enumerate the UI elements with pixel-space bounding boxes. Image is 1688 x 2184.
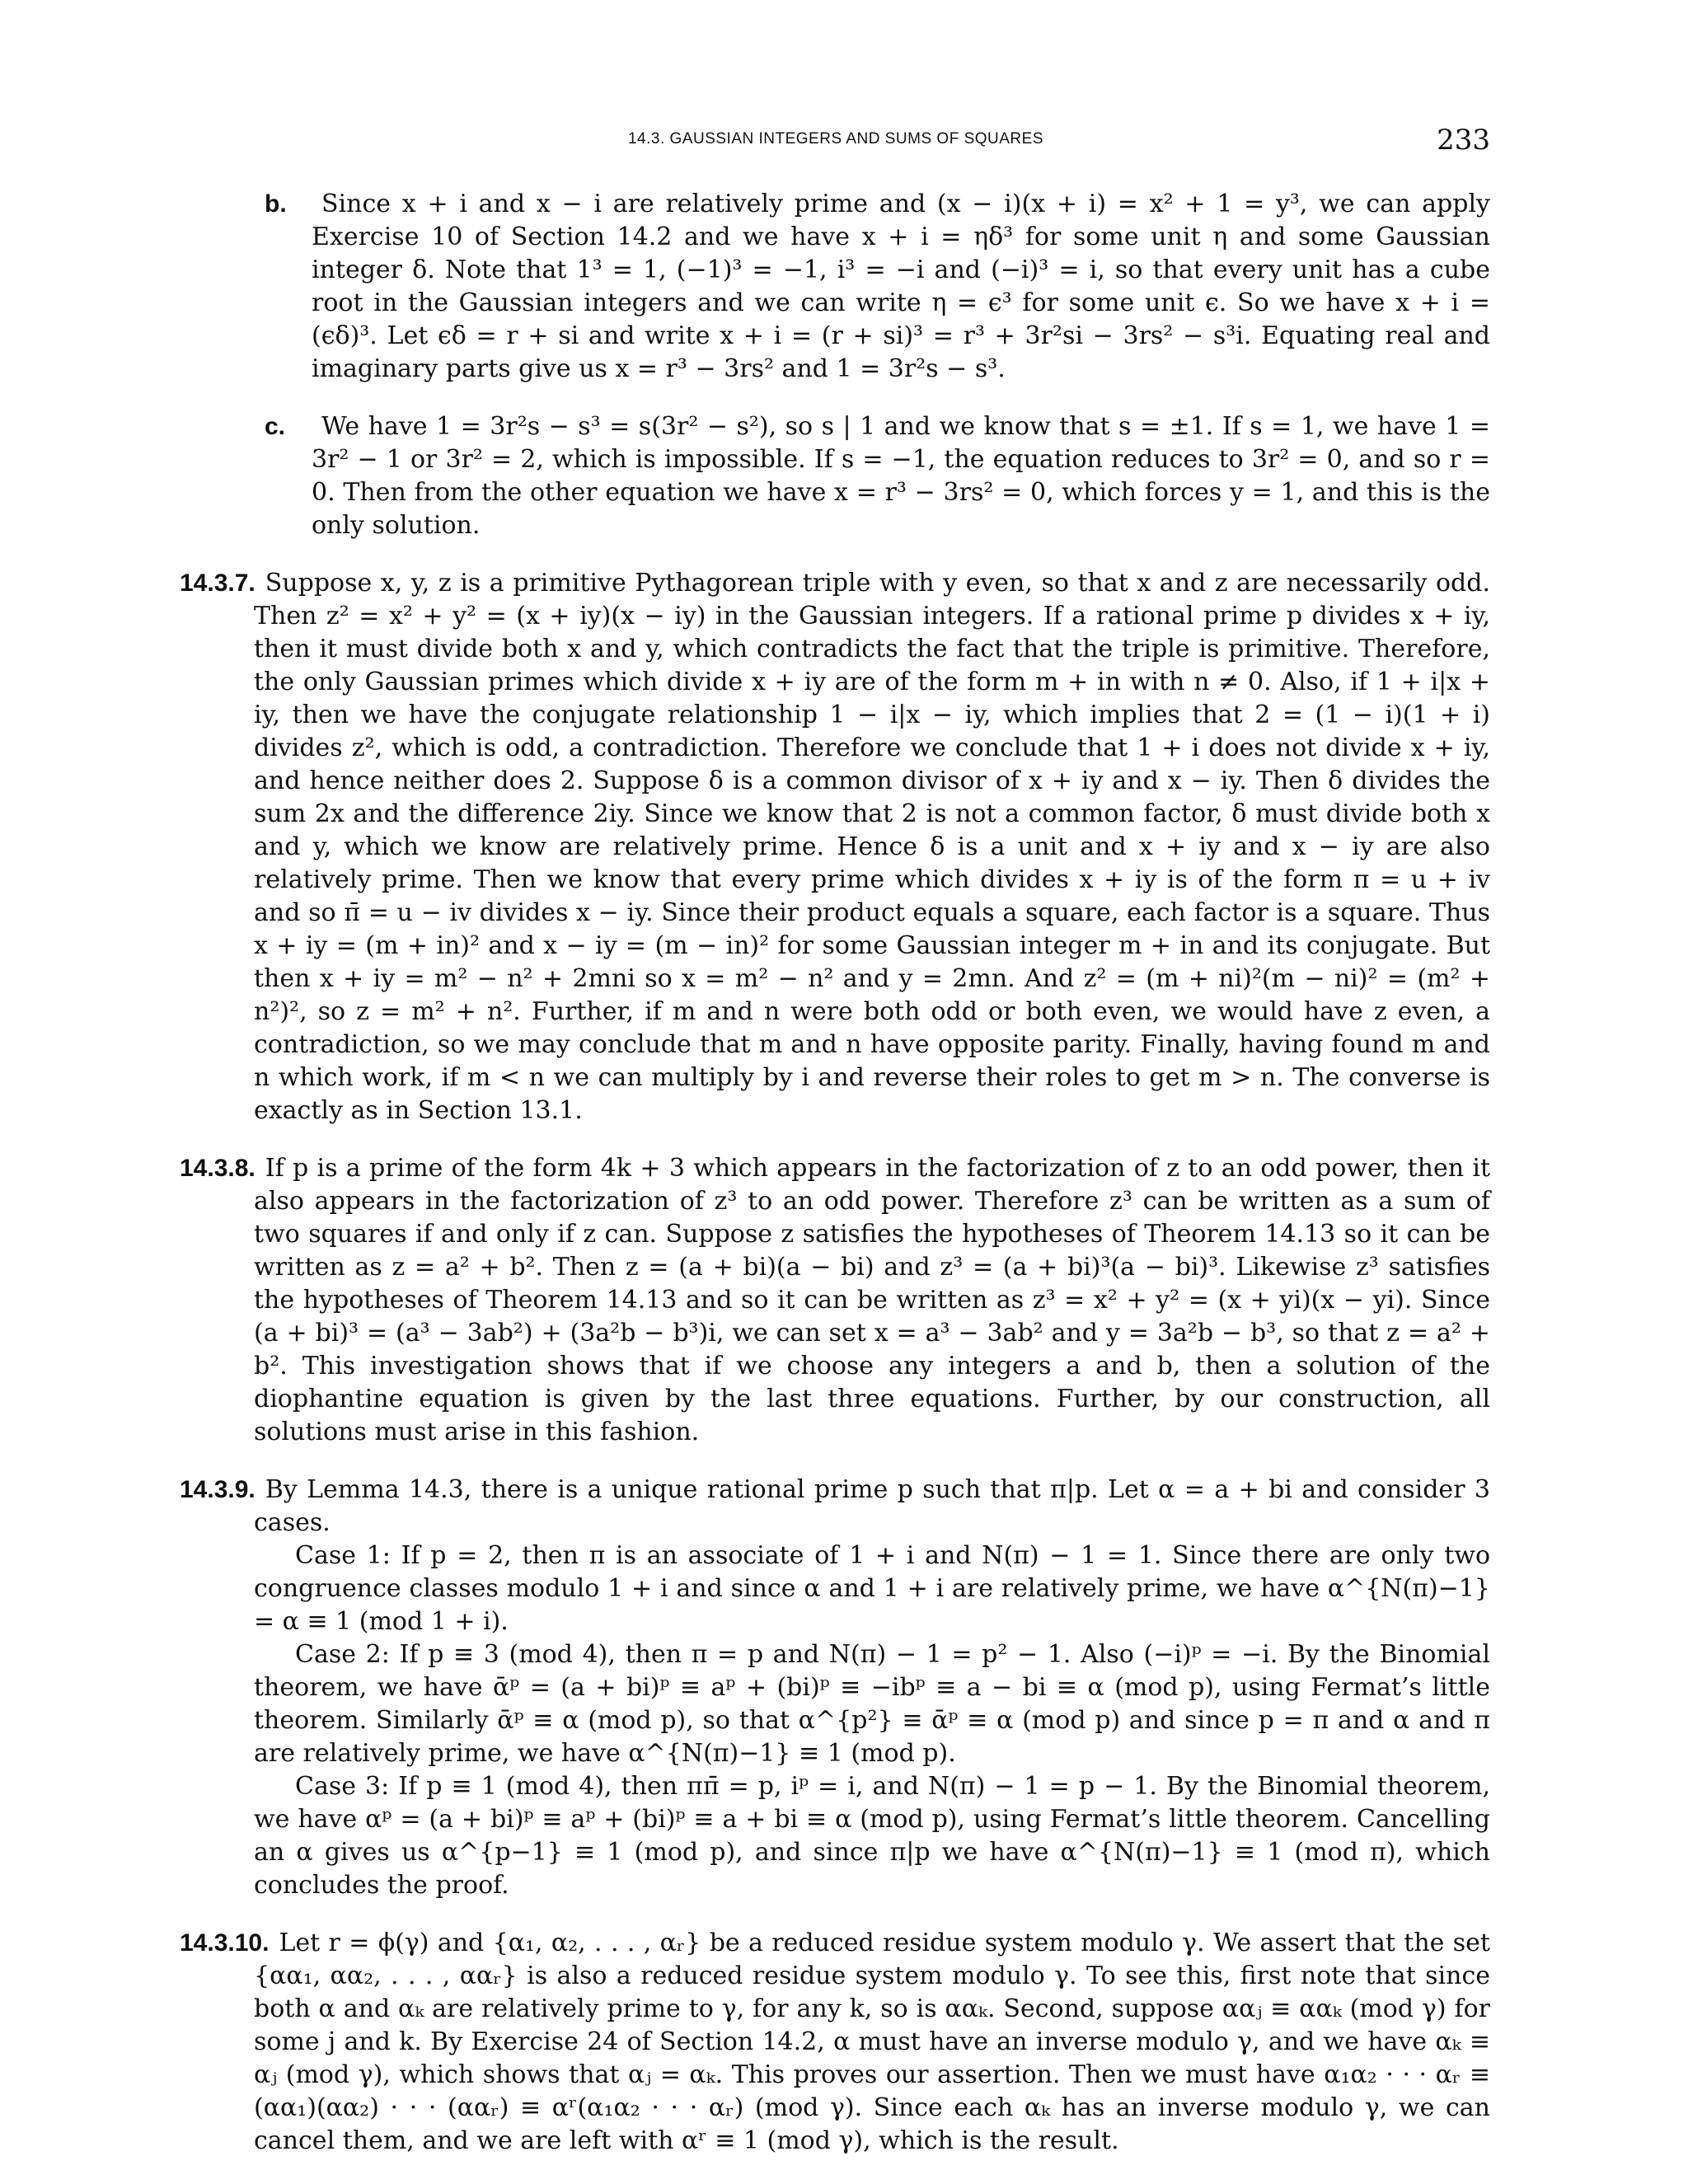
case-2: [254, 1638, 1490, 1770]
page-header: [181, 124, 1490, 165]
solution-part-b: [180, 188, 1490, 386]
case-text: Case 2: If p ≡ 3 (mod 4), then π = p and N(π) − 1 = p² − 1. Also (−i)ᵖ = −i. By the Binomial theorem, we have ᾱᵖ = (a + bi)ᵖ ≡ aᵖ + (bi)ᵖ ≡ −ibᵖ ≡ a − bi ≡ α (mod p), using Fermat’s little theorem. Similarly ᾱᵖ ≡ α (mod p), so that α^{p²} ≡ ᾱᵖ ≡ α (mod p) and since p = π and α and π are relatively prime, we have α^{N(π)−1} ≡ 1 (mod p).: [254, 1640, 1490, 1768]
exercise-14-3-7: [180, 567, 1490, 1127]
case-3: [254, 1770, 1490, 1902]
item-label: 14.3.9.: [180, 1476, 256, 1503]
exercise-14-3-10: [180, 1927, 1490, 2158]
case-text: Case 3: If p ≡ 1 (mod 4), then ππ̄ = p, iᵖ = i, and N(π) − 1 = p − 1. By the Binomial theorem, we have αᵖ = (a + bi)ᵖ ≡ aᵖ + (bi)ᵖ ≡ a + bi ≡ α (mod p), using Fermat’s little theorem. Cancelling an α gives us α^{p−1} ≡ 1 (mod p), and since π|p we have α^{N(π)−1} ≡ 1 (mod π), which concludes the proof.: [254, 1772, 1490, 1900]
page-body: [180, 188, 1490, 2182]
item-label: 14.3.10.: [180, 1929, 270, 1957]
item-text: If p is a prime of the form 4k + 3 which appears in the factorization of z to an odd power, then it also appears in the factorization of z³ to an odd power. Therefore z³ can be written as a sum of two squares if and only if z can. Suppose z satisfies the hypotheses of Theorem 14.13 so it can be written as z = a² + b². Then z = (a + bi)(a − bi) and z³ = (a + bi)³(a − bi)³. Likewise z³ satisfies the hypotheses of Theorem 14.13 and so it can be written as z³ = x² + y² = (x + yi)(x − yi). Since (a + bi)³ = (a³ − 3ab²) + (3a²b − b³)i, we can set x = a³ − 3ab² and y = 3a²b − b³, so that z = a² + b². This investigation shows that if we choose any integers a and b, then a solution of the diophantine equation is given by the last three equations. Further, by our construction, all solutions must arise in this fashion.: [254, 1154, 1490, 1446]
exercise-14-3-8: [180, 1152, 1490, 1449]
item-label: 14.3.8.: [180, 1155, 256, 1182]
item-text: Let r = ϕ(γ) and {α₁, α₂, . . . , αᵣ} be a reduced residue system modulo γ. We assert that the set {αα₁, αα₂, . . . , ααᵣ} is also a reduced residue system modulo γ. To see this, first note that since both α and αₖ are relatively prime to γ, for any k, so is ααₖ. Second, suppose ααⱼ ≡ ααₖ (mod γ) for some j and k. By Exercise 24 of Section 14.2, α must have an inverse modulo γ, and we have αₖ ≡ αⱼ (mod γ), which shows that αⱼ = αₖ. This proves our assertion. Then we must have α₁α₂ · · · αᵣ ≡ (αα₁)(αα₂) · · · (ααᵣ) ≡ αʳ(α₁α₂ · · · αᵣ) (mod γ). Since each αₖ has an inverse modulo γ, we can cancel them, and we are left with αʳ ≡ 1 (mod γ), which is the result.: [254, 1929, 1490, 2155]
item-text: Suppose x, y, z is a primitive Pythagorean triple with y even, so that x and z are necessarily odd. Then z² = x² + y² = (x + iy)(x − iy) in the Gaussian integers. If a rational prime p divides x + iy, then it must divide both x and y, which contradicts the fact that the triple is primitive. Therefore, the only Gaussian primes which divide x + iy are of the form m + in with n ≠ 0. Also, if 1 + i|x + iy, then we have the conjugate relationship 1 − i|x − iy, which implies that 2 = (1 − i)(1 + i) divides z², which is odd, a contradiction. Therefore we conclude that 1 + i does not divide x + iy, and hence neither does 2. Suppose δ is a common divisor of x + iy and x − iy. Then δ divides the sum 2x and the difference 2iy. Since we know that 2 is not a common factor, δ must divide both x and y, which we know are relatively prime. Hence δ is a unit and x + iy and x − iy are also relatively prime. Then we know that every prime which divides x + iy is of the form π = u + iv and so π̄ = u − iv divides x − iy. Since their product equals a square, each factor is a square. Thus x + iy = (m + in)² and x − iy = (m − in)² for some Gaussian integer m + in and its conjugate. But then x + iy = m² − n² + 2mni so x = m² − n² and y = 2mn. And z² = (m + ni)²(m − ni)² = (m² + n²)², so z = m² + n². Further, if m and n were both odd or both even, we would have z even, a contradiction, so we may conclude that m and n have opposite parity. Finally, having found m and n which work, if m < n we can multiply by i and reverse their roles to get m > n. The converse is exactly as in Section 13.1.: [254, 569, 1490, 1125]
item-label: b.: [265, 190, 287, 218]
item-text: We have 1 = 3r²s − s³ = s(3r² − s²), so s | 1 and we know that s = ±1. If s = 1, we have 1 = 3r² − 1 or 3r² = 2, which is impossible. If s = −1, the equation reduces to 3r² = 0, and so r = 0. Then from the other equation we have x = r³ − 3rs² = 0, which forces y = 1, and this is the only solution.: [312, 412, 1490, 540]
solution-part-c: [180, 410, 1490, 542]
item-label: 14.3.7.: [180, 569, 256, 597]
page-number: 233: [1437, 124, 1490, 157]
running-head: 14.3. GAUSSIAN INTEGERS AND SUMS OF SQUARES: [627, 130, 1043, 148]
case-1: [254, 1540, 1490, 1638]
item-intro: By Lemma 14.3, there is a unique rational prime p such that π|p. Let α = a + bi and consider 3 cases.: [254, 1475, 1490, 1537]
item-label: c.: [265, 413, 286, 440]
item-text: Since x + i and x − i are relatively prime and (x − i)(x + i) = x² + 1 = y³, we can apply Exercise 10 of Section 14.2 and we have x + i = ηδ³ for some unit η and some Gaussian integer δ. Note that 1³ = 1, (−1)³ = −1, i³ = −i and (−i)³ = i, so that every unit has a cube root in the Gaussian integers and we can write η = ϵ³ for some unit ϵ. So we have x + i = (ϵδ)³. Let ϵδ = r + si and write x + i = (r + si)³ = r³ + 3r²si − 3rs² − s³i. Equating real and imaginary parts give us x = r³ − 3rs² and 1 = 3r²s − s³.: [312, 190, 1490, 383]
exercise-14-3-9: [180, 1474, 1490, 1902]
case-text: Case 1: If p = 2, then π is an associate of 1 + i and N(π) − 1 = 1. Since there are only two congruence classes modulo 1 + i and since α and 1 + i are relatively prime, we have α^{N(π)−1} = α ≡ 1 (mod 1 + i).: [254, 1541, 1490, 1636]
